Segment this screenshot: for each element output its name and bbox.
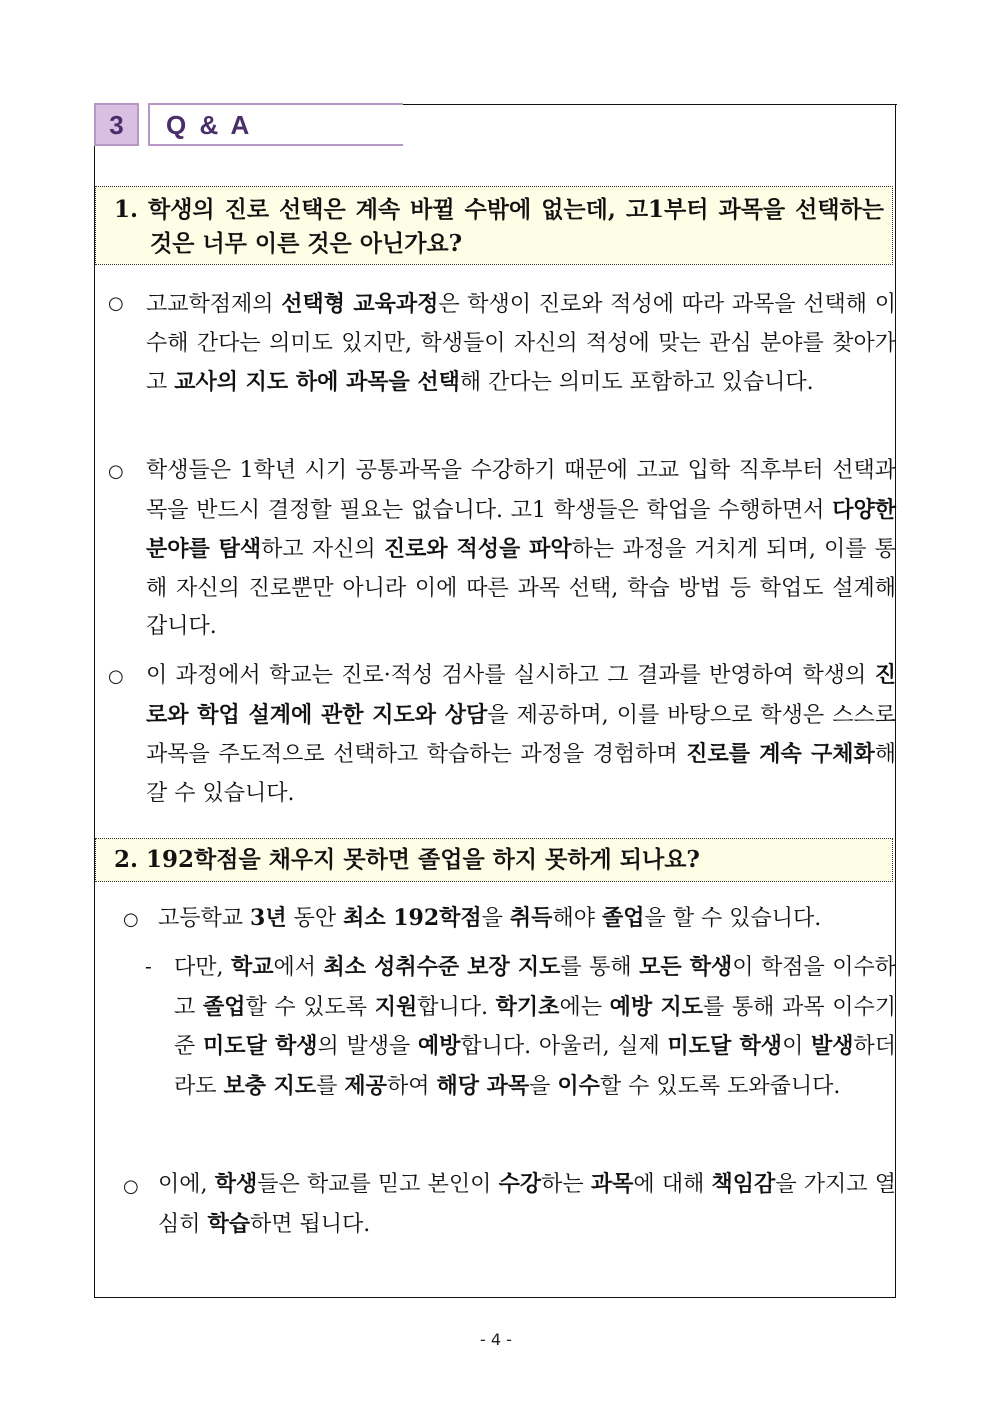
body-text: 하는 과정을 거치게 되며, 이를 통해 자신의 진로뿐만 아니라 이에 따른 과목 선택, 학습 방법 등 학업도 설계해 갑니다. [146,537,897,639]
body-text: 을 제공하며, 이를 바탕으로 학생은 스스로 과목을 주도적으로 선택하고 학습하는 과정을 경험하며 [146,702,897,767]
body-text: 은 학생이 진로와 적성에 따라 과목을 선택해 이수해 간다는 의미도 있지만, 학생들이 자신의 적성에 맞는 관심 분야를 찾아가고 [146,292,896,395]
section-number-badge: 3 [94,103,139,146]
emphasis-text: 발생 [811,1033,854,1059]
circle-bullet-icon: ○ [123,909,139,930]
emphasis-text: 제공 [344,1072,387,1099]
body-text: 하는 [541,1172,591,1197]
emphasis-text: 3년 [250,905,287,931]
body-text: 의 발생을 [317,1034,418,1059]
body-text: 을 [529,1073,558,1099]
body-text: 을 가지고 열심히 [158,1172,896,1237]
body-text: 학생들은 1학년 시기 공통과목을 수강하기 때문에 고교 입학 직후부터 선택과목을 반드시 결정할 필요는 없습니다. 고1 학생들은 학업을 수행하면서 [146,458,896,523]
frame-top-border [403,104,897,105]
body-text: 할 수 있도록 도와줍니다. [599,1073,841,1099]
question-box-2 [95,838,893,882]
emphasis-text: 예방 지도 [609,993,703,1020]
emphasis-text: 선택형 교육과정 [281,291,439,317]
question-1-text: 1. 학생의 진로 선택은 계속 바뀔 수밖에 없는데, 고1부터 과목을 선택하는 것은 너무 이른 것은 아닌가요? [114,196,884,257]
body-text: 합니다. [417,994,496,1020]
body-text: 해 갈 수 있습니다. [146,742,896,806]
body-text: 이에, [158,1172,215,1197]
emphasis-text: 이수 [557,1072,600,1099]
emphasis-text: 교사의 지도 하에 과목을 선택 [174,369,460,395]
emphasis-text: 학기초 [495,993,560,1020]
body-text: 이 과정에서 학교는 진로·적성 검사를 실시하고 그 결과를 반영하여 학생의 [146,663,875,688]
body-text: 을 할 수 있습니다. [644,906,822,931]
body-text: 이 학점을 이수하고 [174,955,896,1020]
emphasis-text: 학습 [207,1210,251,1237]
emphasis-text: 진로와 학업 설계에 관한 지도와 상담 [146,662,896,728]
emphasis-text: 취득 [509,905,553,931]
body-text: 고교학점제의 [146,292,282,317]
body-text: 하면 됩니다. [250,1211,371,1237]
page-number: - 4 - [480,1330,512,1349]
emphasis-text: 해당 과목 [436,1072,530,1099]
question-box-1 [95,186,893,265]
body-text: 를 [316,1073,345,1099]
circle-bullet-icon: ○ [108,293,124,314]
emphasis-text: 진로와 적성을 파악 [383,536,572,562]
emphasis-text: 지원 [374,993,418,1020]
body-text: 할 수 있도록 [245,994,375,1020]
emphasis-text: 졸업 [202,993,246,1020]
emphasis-text: 진로를 계속 구체화 [686,741,875,767]
answer-2-3 [158,1165,896,1244]
section-title: Q & A [148,103,403,146]
body-text: 해 간다는 의미도 포함하고 있습니다. [459,370,814,395]
emphasis-text: 최소 성취수준 보장 지도 [323,954,561,980]
answer-1-2 [146,452,896,647]
circle-bullet-icon: ○ [123,1176,139,1197]
emphasis-text: 과목 [590,1171,634,1197]
emphasis-text: 학교 [230,954,274,980]
emphasis-text: 미도달 학생 [202,1033,318,1059]
answer-1-1 [146,285,896,403]
body-text: 하더라도 [174,1034,897,1099]
body-text: 을 [481,906,510,931]
body-text: 고등학교 [158,906,251,931]
emphasis-text: 예방 [417,1033,461,1059]
emphasis-text: 책임감 [711,1171,776,1197]
body-text: 이 [782,1034,811,1059]
circle-bullet-icon: ○ [108,666,124,687]
emphasis-text: 모든 학생 [639,954,733,980]
body-text: 들은 학교를 믿고 본인이 [257,1172,499,1197]
body-text: 에 대해 [633,1172,712,1197]
dash-bullet-icon: - [145,954,152,978]
emphasis-text: 수강 [498,1171,542,1197]
emphasis-text: 보충 지도 [223,1072,317,1099]
body-text: 다만, [174,955,231,980]
emphasis-text: 최소 192학점 [343,905,482,931]
body-text: 에서 [273,955,324,980]
answer-2-1 [158,899,898,939]
body-text: 를 통해 [560,955,640,980]
body-text: 하여 [386,1073,437,1099]
emphasis-text: 미도달 학생 [667,1033,783,1059]
answer-2-2 [174,948,896,1106]
body-text: 하고 자신의 [261,537,384,562]
circle-bullet-icon: ○ [108,461,124,482]
body-text: 를 통해 과목 이수기준 [174,994,897,1059]
body-text: 에는 [559,994,610,1020]
answer-1-3 [146,656,896,813]
body-text: 동안 [286,906,344,931]
emphasis-text: 학생 [214,1171,258,1197]
body-text: 합니다. 아울러, 실제 [460,1034,668,1059]
question-2-text: 2. 192학점을 채우지 못하면 졸업을 하지 못하게 되나요? [114,846,700,873]
body-text: 해야 [552,906,602,931]
emphasis-text: 다양한 분야를 탐색 [146,496,896,562]
emphasis-text: 졸업 [601,905,645,931]
